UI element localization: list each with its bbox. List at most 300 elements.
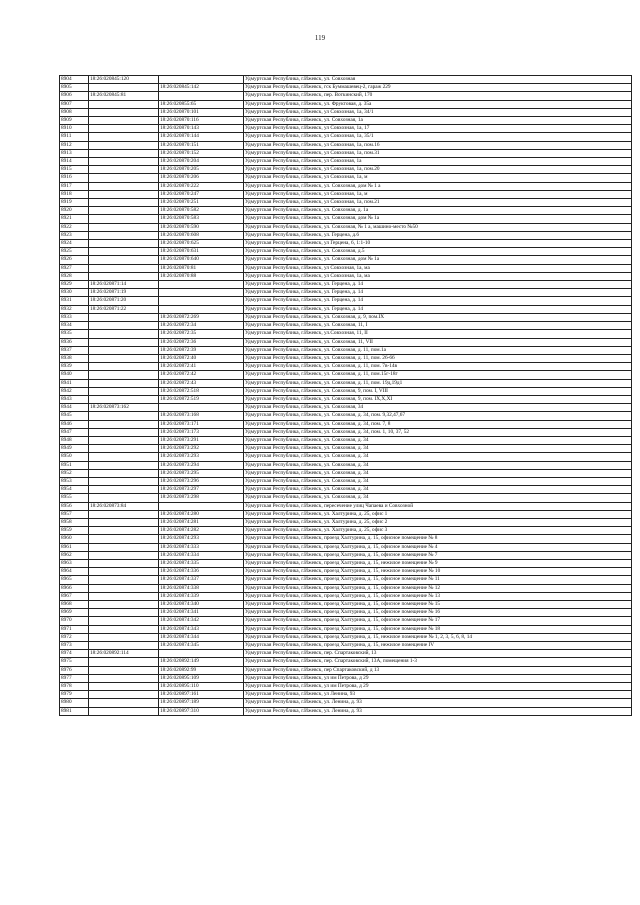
land-plot-cadastral-number [89, 445, 159, 453]
building-cadastral-number [159, 650, 244, 658]
table-row [60, 248, 632, 256]
address: Удмуртская Республика, г.Ижевск, ул. Совхозная, 9, пом. IX,X,XI [244, 395, 632, 403]
table-row [60, 199, 632, 207]
row-number: 8921 [60, 215, 89, 223]
table-row [60, 117, 632, 125]
address: Удмуртская Республика, г.Ижевск, ул. Совхозная, д. 34 [244, 445, 632, 453]
land-plot-cadastral-number [89, 683, 159, 691]
building-cadastral-number: 18:26:020870:206 [159, 174, 244, 182]
land-plot-cadastral-number [89, 363, 159, 371]
address: Удмуртская Республика, г.Ижевск, ул. Халтурина, д. 25, офис 3 [244, 527, 632, 535]
building-cadastral-number: 18:26:020895:110 [159, 683, 244, 691]
land-plot-cadastral-number [89, 436, 159, 444]
building-cadastral-number: 18:26:020870:247 [159, 190, 244, 198]
table-row [60, 486, 632, 494]
address: Удмуртская Республика, г.Ижевск, ул. Совхозная, дом № 1а [244, 256, 632, 264]
row-number: 8967 [60, 592, 89, 600]
address: Удмуртская Республика, г.Ижевск, пер. Воткинский, 170 [244, 92, 632, 100]
row-number: 8920 [60, 207, 89, 215]
table-row [60, 445, 632, 453]
address: Удмуртская Республика, г.Ижевск, ул Совхозная, 1а, ма [244, 272, 632, 280]
address: Удмуртская Республика, г.Ижевск, ул. Герцена, д. 14 [244, 305, 632, 313]
building-cadastral-number: 18:26:020870:101 [159, 108, 244, 116]
building-cadastral-number: 18:26:020870:640 [159, 256, 244, 264]
row-number: 8909 [60, 117, 89, 125]
address: Удмуртская Республика, г.Ижевск, ул. Совхозная, д. 1а [244, 207, 632, 215]
land-plot-cadastral-number: 18:26:020871:20 [89, 297, 159, 305]
land-plot-cadastral-number [89, 354, 159, 362]
address: Удмуртская Республика, г.Ижевск, ул. Совхозная, д. 11, пом. 7в-14в [244, 363, 632, 371]
address: Удмуртская Республика, г.Ижевск, ул Совхозная, 1а, 17 [244, 125, 632, 133]
address: Удмуртская Республика, г.Ижевск, проезд Халтурина, д. 15, офисное помещение № 11 [244, 576, 632, 584]
row-number: 8979 [60, 691, 89, 699]
row-number: 8910 [60, 125, 89, 133]
address: Удмуртская Республика, г.Ижевск, ул. Совхозная, 11, VII [244, 338, 632, 346]
table-row [60, 182, 632, 190]
building-cadastral-number: 18:26:020872:39 [159, 346, 244, 354]
building-cadastral-number [159, 305, 244, 313]
table-row [60, 609, 632, 617]
building-cadastral-number: 18:26:020870:116 [159, 117, 244, 125]
row-number: 8946 [60, 420, 89, 428]
building-cadastral-number: 18:26:020870:583 [159, 215, 244, 223]
building-cadastral-number: 18:26:020897:189 [159, 699, 244, 707]
row-number: 8959 [60, 527, 89, 535]
address: Удмуртская Республика, г.Ижевск, проезд Халтурина, д. 15, офисное помещение № 13 [244, 592, 632, 600]
address: Удмуртская Республика, г.Ижевск, проезд Халтурина, д. 15, офисное помещение № 18 [244, 625, 632, 633]
row-number: 8964 [60, 568, 89, 576]
table-row [60, 625, 632, 633]
table-row [60, 469, 632, 477]
row-number: 8912 [60, 141, 89, 149]
address: Удмуртская Республика, г.Ижевск, ул. Совхозная [244, 76, 632, 84]
table-row [60, 699, 632, 707]
table-row [60, 100, 632, 108]
land-plot-cadastral-number [89, 322, 159, 330]
table-row [60, 92, 632, 100]
row-number: 8970 [60, 617, 89, 625]
land-plot-cadastral-number [89, 707, 159, 715]
land-plot-cadastral-number [89, 117, 159, 125]
land-plot-cadastral-number [89, 527, 159, 535]
table-row [60, 272, 632, 280]
building-cadastral-number: 18:26:020874:340 [159, 601, 244, 609]
building-cadastral-number: 18:26:020872:43 [159, 379, 244, 387]
row-number: 8926 [60, 256, 89, 264]
building-cadastral-number [159, 404, 244, 412]
row-number: 8913 [60, 149, 89, 157]
table-row [60, 477, 632, 485]
land-plot-cadastral-number [89, 691, 159, 699]
address: Удмуртская Республика, г.Ижевск, ул. Совхозная, д. 11, пом.15г-18г [244, 371, 632, 379]
land-plot-cadastral-number [89, 428, 159, 436]
building-cadastral-number: 18:26:020874:338 [159, 584, 244, 592]
address: Удмуртская Республика, г.Ижевск, проезд Халтурина, д. 15, нежилое помещение № 1, 2, 3, 5, 6, 8, 14 [244, 633, 632, 641]
row-number: 8931 [60, 297, 89, 305]
address: Удмуртская Республика, г.Ижевск, ул. Совхозная, дом № 1 а [244, 182, 632, 190]
address: Удмуртская Республика, г.Ижевск, проезд Халтурина, д. 15, офисное помещение № 12 [244, 584, 632, 592]
building-cadastral-number: 18:26:020897:161 [159, 691, 244, 699]
land-plot-cadastral-number [89, 486, 159, 494]
address: Удмуртская Республика, г.Ижевск, ул. Фруктовая, д. 35а [244, 100, 632, 108]
building-cadastral-number: 18:26:020872:34 [159, 322, 244, 330]
building-cadastral-number: 18:26:020873:297 [159, 486, 244, 494]
row-number: 8951 [60, 461, 89, 469]
row-number: 8956 [60, 502, 89, 510]
row-number: 8914 [60, 158, 89, 166]
land-plot-cadastral-number: 18:26:020871:14 [89, 281, 159, 289]
land-plot-cadastral-number [89, 625, 159, 633]
building-cadastral-number: 18:26:020872:269 [159, 313, 244, 321]
address: Удмуртская Республика, г.Ижевск, ул. Совхозная, д. 34 [244, 436, 632, 444]
land-plot-cadastral-number [89, 231, 159, 239]
table-row [60, 84, 632, 92]
row-number: 8969 [60, 609, 89, 617]
land-plot-cadastral-number [89, 166, 159, 174]
land-plot-cadastral-number: 18:26:020871:19 [89, 289, 159, 297]
table-row [60, 584, 632, 592]
land-plot-cadastral-number [89, 158, 159, 166]
building-cadastral-number: 18:26:020874:339 [159, 592, 244, 600]
table-row [60, 633, 632, 641]
building-cadastral-number [159, 281, 244, 289]
land-plot-cadastral-number [89, 240, 159, 248]
table-row [60, 494, 632, 502]
land-plot-cadastral-number [89, 510, 159, 518]
table-row [60, 174, 632, 182]
address: Удмуртская Республика, г.Ижевск, ул. Герцена, д.6 [244, 231, 632, 239]
address: Удмуртская Республика, г.Ижевск, ул. Совхозная, д. 34, пом. 7, 8 [244, 420, 632, 428]
building-cadastral-number: 18:26:020874:337 [159, 576, 244, 584]
table-row [60, 543, 632, 551]
address: Удмуртская Республика, г.Ижевск, проезд Халтурина, д. 15, офисное помещение № 7 [244, 551, 632, 559]
table-row [60, 190, 632, 198]
land-plot-cadastral-number [89, 248, 159, 256]
table-row [60, 330, 632, 338]
row-number: 8980 [60, 699, 89, 707]
row-number: 8945 [60, 412, 89, 420]
table-row [60, 363, 632, 371]
land-plot-cadastral-number [89, 617, 159, 625]
table-row [60, 412, 632, 420]
address: Удмуртская Республика, г.Ижевск, проезд Халтурина, д. 15, офисное помещение № 17 [244, 617, 632, 625]
address: Удмуртская Республика, г.Ижевск, проезд Халтурина, д. 15, офисное помещение № 15 [244, 601, 632, 609]
building-cadastral-number: 18:26:020874:335 [159, 559, 244, 567]
address: Удмуртская Республика, г.Ижевск, ул Совхозная, 1а, 35/1 [244, 133, 632, 141]
address: Удмуртская Республика, г.Ижевск, ул.Совхозная, 11, II [244, 330, 632, 338]
row-number: 8966 [60, 584, 89, 592]
row-number: 8942 [60, 387, 89, 395]
table-row [60, 346, 632, 354]
land-plot-cadastral-number [89, 642, 159, 650]
row-number: 8978 [60, 683, 89, 691]
address: Удмуртская Республика, г.Ижевск, ул Совхозная, 1а, пом.31 [244, 149, 632, 157]
table-row [60, 141, 632, 149]
table-row [60, 674, 632, 682]
row-number: 8968 [60, 601, 89, 609]
address: Удмуртская Республика, г.Ижевск, пер Спартаковский, д 13 [244, 666, 632, 674]
table-row [60, 642, 632, 650]
address: Удмуртская Республика, г.Ижевск, ул. Совхозная, д. 34 [244, 469, 632, 477]
row-number: 8955 [60, 494, 89, 502]
land-plot-cadastral-number: 18:26:020873:162 [89, 404, 159, 412]
land-plot-cadastral-number [89, 379, 159, 387]
address: Удмуртская Республика, г.Ижевск, ул. Совхозная, дом № 1а [244, 215, 632, 223]
building-cadastral-number: 18:26:020874:281 [159, 518, 244, 526]
address: Удмуртская Республика, г.Ижевск, ул Совхозная, 1а, 34/1 [244, 108, 632, 116]
row-number: 8940 [60, 371, 89, 379]
land-plot-cadastral-number [89, 609, 159, 617]
row-number: 8950 [60, 453, 89, 461]
address: Удмуртская Республика, г.Ижевск, ул. Совхозная, д. 11, пом. 26-66 [244, 354, 632, 362]
row-number: 8937 [60, 346, 89, 354]
table-row [60, 395, 632, 403]
table-row [60, 207, 632, 215]
table-row [60, 338, 632, 346]
building-cadastral-number: 18:26:020870:88 [159, 272, 244, 280]
land-plot-cadastral-number [89, 223, 159, 231]
building-cadastral-number: 18:26:020874:336 [159, 568, 244, 576]
row-number: 8915 [60, 166, 89, 174]
land-plot-cadastral-number [89, 584, 159, 592]
land-plot-cadastral-number [89, 346, 159, 354]
building-cadastral-number: 18:26:020892:149 [159, 658, 244, 666]
building-cadastral-number: 18:26:020873:171 [159, 420, 244, 428]
land-plot-cadastral-number [89, 559, 159, 567]
land-plot-cadastral-number [89, 108, 159, 116]
table-row [60, 666, 632, 674]
building-cadastral-number: 18:26:020873:298 [159, 494, 244, 502]
land-plot-cadastral-number [89, 674, 159, 682]
row-number: 8947 [60, 428, 89, 436]
address: Удмуртская Республика, г.Ижевск, ул. Ленина, д. 93 [244, 699, 632, 707]
building-cadastral-number [159, 502, 244, 510]
address: Удмуртская Республика, г.Ижевск, проезд Халтурина, д. 15, нежилое помещение IV [244, 642, 632, 650]
building-cadastral-number: 18:26:020873:294 [159, 461, 244, 469]
table-row [60, 256, 632, 264]
table-row [60, 215, 632, 223]
land-plot-cadastral-number [89, 256, 159, 264]
address: Удмуртская Республика, г.Ижевск, ул. Совхозная, д. 34 [244, 461, 632, 469]
building-cadastral-number: 18:26:020870:143 [159, 125, 244, 133]
land-plot-cadastral-number [89, 125, 159, 133]
row-number: 8957 [60, 510, 89, 518]
register-body [60, 76, 632, 716]
address: Удмуртская Республика, г.Ижевск, ул. Халтурина, д. 25, офис 1 [244, 510, 632, 518]
building-cadastral-number: 18:26:020874:293 [159, 535, 244, 543]
land-plot-cadastral-number [89, 100, 159, 108]
table-row [60, 133, 632, 141]
land-plot-cadastral-number [89, 215, 159, 223]
table-row [60, 658, 632, 666]
table-row [60, 576, 632, 584]
building-cadastral-number: 18:26:020874:282 [159, 527, 244, 535]
address: Удмуртская Республика, г.Ижевск, пер. Спартаковский, 13А, помещения 1-3 [244, 658, 632, 666]
row-number: 8928 [60, 272, 89, 280]
address: Удмуртская Республика, г.Ижевск, ул Ленина, 93 [244, 691, 632, 699]
address: Удмуртская Республика, г.Ижевск, ул. Ленина, д. 93 [244, 707, 632, 715]
land-plot-cadastral-number: 18:26:020845:81 [89, 92, 159, 100]
row-number: 8961 [60, 543, 89, 551]
land-plot-cadastral-number [89, 330, 159, 338]
land-plot-cadastral-number [89, 182, 159, 190]
land-plot-cadastral-number: 18:26:020871:22 [89, 305, 159, 313]
address: Удмуртская Республика, г.Ижевск, проезд Халтурина, д. 15, нежилое помещение № 10 [244, 568, 632, 576]
building-cadastral-number: 18:26:020874:341 [159, 609, 244, 617]
table-row [60, 387, 632, 395]
land-plot-cadastral-number [89, 699, 159, 707]
address: Удмуртская Республика, г.Ижевск, проезд Халтурина, д. 15, офисное помещение № 8 [244, 535, 632, 543]
table-row [60, 683, 632, 691]
row-number: 8960 [60, 535, 89, 543]
building-cadastral-number: 18:26:020874:342 [159, 617, 244, 625]
row-number: 8905 [60, 84, 89, 92]
table-row [60, 650, 632, 658]
land-plot-cadastral-number [89, 174, 159, 182]
address: Удмуртская Республика, г.Ижевск, ул Совхозная, 1а, м [244, 174, 632, 182]
property-register-table [59, 75, 632, 716]
land-plot-cadastral-number [89, 633, 159, 641]
row-number: 8981 [60, 707, 89, 715]
building-cadastral-number: 18:26:020870:222 [159, 182, 244, 190]
building-cadastral-number: 18:26:020872:40 [159, 354, 244, 362]
building-cadastral-number: 18:26:020870:631 [159, 248, 244, 256]
table-row [60, 568, 632, 576]
building-cadastral-number [159, 289, 244, 297]
building-cadastral-number: 18:26:020872:42 [159, 371, 244, 379]
building-cadastral-number: 18:26:020872:519 [159, 395, 244, 403]
land-plot-cadastral-number [89, 494, 159, 502]
address: Удмуртская Республика, г.Ижевск, ул Совхозная, 1а [244, 158, 632, 166]
land-plot-cadastral-number [89, 395, 159, 403]
address: Удмуртская Республика, г.Ижевск, проезд Халтурина, д. 15, нежилое помещение № 9 [244, 559, 632, 567]
row-number: 8919 [60, 199, 89, 207]
land-plot-cadastral-number [89, 543, 159, 551]
land-plot-cadastral-number [89, 518, 159, 526]
building-cadastral-number [159, 297, 244, 305]
address: Удмуртская Республика, г.Ижевск, ул. Совхозная, д. 34 [244, 477, 632, 485]
row-number: 8965 [60, 576, 89, 584]
table-row [60, 240, 632, 248]
table-row [60, 264, 632, 272]
building-cadastral-number: 18:26:020870:590 [159, 223, 244, 231]
row-number: 8916 [60, 174, 89, 182]
table-row [60, 379, 632, 387]
row-number: 8936 [60, 338, 89, 346]
row-number: 8930 [60, 289, 89, 297]
address: Удмуртская Республика, г.Ижевск, проезд Халтурина, д. 15, офисное помещение № 16 [244, 609, 632, 617]
building-cadastral-number: 18:26:020872:35 [159, 330, 244, 338]
table-row [60, 354, 632, 362]
row-number: 8943 [60, 395, 89, 403]
land-plot-cadastral-number [89, 469, 159, 477]
table-row [60, 158, 632, 166]
address: Удмуртская Республика, г.Ижевск, ул им Петрова, д 29 [244, 683, 632, 691]
row-number: 8975 [60, 658, 89, 666]
row-number: 8924 [60, 240, 89, 248]
table-row [60, 559, 632, 567]
address: Удмуртская Республика, г.Ижевск, ул Совхозная, 1а, ма [244, 264, 632, 272]
row-number: 8958 [60, 518, 89, 526]
address: Удмуртская Республика, г.Ижевск, ул. Совхозная, д. 34 [244, 453, 632, 461]
address: Удмуртская Республика, г.Ижевск, ул. Совхозная, д. 34, пом. 1, 10, 37, 52 [244, 428, 632, 436]
table-row [60, 76, 632, 84]
building-cadastral-number: 18:26:020897:310 [159, 707, 244, 715]
table-row [60, 166, 632, 174]
row-number: 8972 [60, 633, 89, 641]
table-row [60, 502, 632, 510]
table-row [60, 313, 632, 321]
table-row [60, 436, 632, 444]
row-number: 8973 [60, 642, 89, 650]
table-row [60, 535, 632, 543]
address: Удмуртская Республика, г.Ижевск, ул. Совхозная, д.5 [244, 248, 632, 256]
row-number: 8953 [60, 477, 89, 485]
building-cadastral-number [159, 76, 244, 84]
table-row [60, 527, 632, 535]
table-row [60, 601, 632, 609]
address: Удмуртская Республика, г.Ижевск, ул. Совхозная, д. 11, пом. 19д,19д1 [244, 379, 632, 387]
building-cadastral-number: 18:26:020855:65 [159, 100, 244, 108]
building-cadastral-number: 18:26:020874:345 [159, 642, 244, 650]
land-plot-cadastral-number [89, 387, 159, 395]
land-plot-cadastral-number [89, 272, 159, 280]
building-cadastral-number: 18:26:020874:333 [159, 543, 244, 551]
land-plot-cadastral-number [89, 592, 159, 600]
building-cadastral-number: 18:26:020870:152 [159, 149, 244, 157]
building-cadastral-number: 18:26:020872:518 [159, 387, 244, 395]
building-cadastral-number [159, 92, 244, 100]
row-number: 8907 [60, 100, 89, 108]
building-cadastral-number: 18:26:020870:251 [159, 199, 244, 207]
page-number: 119 [314, 34, 326, 42]
land-plot-cadastral-number [89, 84, 159, 92]
row-number: 8925 [60, 248, 89, 256]
table-row [60, 305, 632, 313]
address: Удмуртская Республика, г.Ижевск, ул. Герцена, д. 14 [244, 297, 632, 305]
land-plot-cadastral-number [89, 371, 159, 379]
row-number: 8954 [60, 486, 89, 494]
table-row [60, 297, 632, 305]
row-number: 8938 [60, 354, 89, 362]
address: Удмуртская Республика, г.Ижевск, ул Совхозная, 1а, пом.20 [244, 166, 632, 174]
land-plot-cadastral-number [89, 601, 159, 609]
table-row [60, 592, 632, 600]
address: Удмуртская Республика, г.Ижевск, ул. Халтурина, д. 25, офис 2 [244, 518, 632, 526]
address: Удмуртская Республика, г.Ижевск, проезд Халтурина, д. 15, офисное помещение № 4 [244, 543, 632, 551]
building-cadastral-number: 18:26:020873:295 [159, 469, 244, 477]
land-plot-cadastral-number [89, 190, 159, 198]
address: Удмуртская Республика, г.Ижевск, ул. Совхозная, 11, I [244, 322, 632, 330]
address: Удмуртская Республика, г.Ижевск, ул. Совхозная, 9, пом. I, VIII [244, 387, 632, 395]
building-cadastral-number: 18:26:020873:291 [159, 436, 244, 444]
address: Удмуртская Республика, г.Ижевск, ул. Совхозная, д. 34 [244, 486, 632, 494]
row-number: 8939 [60, 363, 89, 371]
land-plot-cadastral-number [89, 666, 159, 674]
row-number: 8944 [60, 404, 89, 412]
table-row [60, 707, 632, 715]
table-row [60, 691, 632, 699]
table-row [60, 404, 632, 412]
table-row [60, 149, 632, 157]
address: Удмуртская Республика, г.Ижевск, ул. Совхозная, д. 9, пом.IX [244, 313, 632, 321]
land-plot-cadastral-number [89, 207, 159, 215]
row-number: 8976 [60, 666, 89, 674]
row-number: 8934 [60, 322, 89, 330]
building-cadastral-number: 18:26:020892:99 [159, 666, 244, 674]
land-plot-cadastral-number [89, 338, 159, 346]
address: Удмуртская Республика, г.Ижевск, ул. Совхозная, 34 [244, 404, 632, 412]
